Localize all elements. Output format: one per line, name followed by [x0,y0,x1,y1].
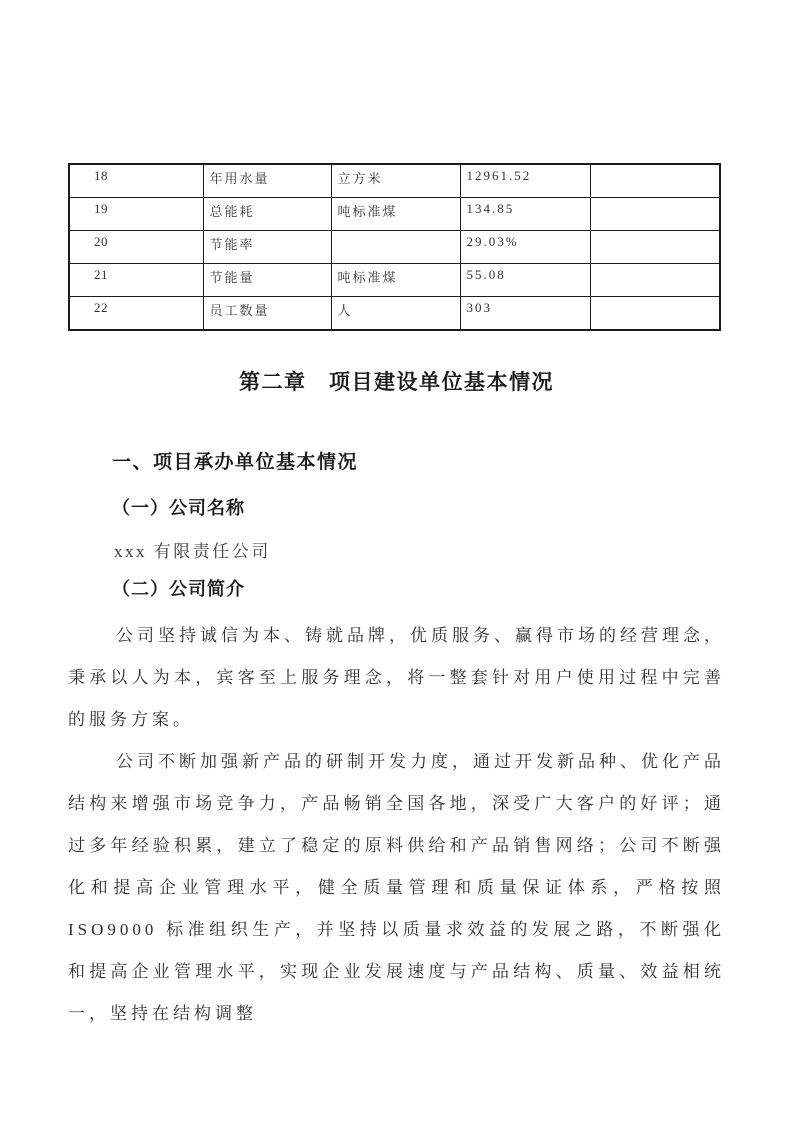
cell-unit: 吨标准煤 [331,198,460,231]
cell-unit: 人 [331,297,460,331]
cell-unit [331,231,460,264]
cell-unit: 立方米 [331,164,460,198]
cell-note [590,198,720,231]
table-row [69,164,720,198]
subsection-heading-company-intro: （二）公司简介 [112,579,245,599]
cell-item: 员工数量 [203,297,331,331]
table-row [69,297,720,331]
cell-row-number: 19 [69,198,203,231]
cell-note [590,297,720,331]
cell-row-number: 18 [69,164,203,198]
cell-row-number: 22 [69,297,203,331]
cell-item: 节能量 [203,264,331,297]
cell-unit: 吨标准煤 [331,264,460,297]
cell-note [590,164,720,198]
subsection-heading-company-name: （一）公司名称 [112,498,245,518]
cell-value: 134.85 [460,198,590,231]
cell-item: 总能耗 [203,198,331,231]
cell-item: 年用水量 [203,164,331,198]
table-row [69,198,720,231]
company-intro [68,615,725,1035]
section-title: 一、项目承办单位基本情况 [112,452,359,473]
company-intro-paragraph-1: 公司坚持诚信为本、铸就品牌，优质服务、赢得市场的经营理念，秉承以人为本，宾客至上服务理念，将一整套针对用户使用过程中完善的服务方案。 [68,626,725,729]
cell-item: 节能率 [203,231,331,264]
cell-value: 29.03% [460,231,590,264]
chapter-title: 第二章 项目建设单位基本情况 [239,371,554,394]
table-row [69,264,720,297]
table-row [69,231,720,264]
cell-value: 55.08 [460,264,590,297]
summary-table [68,163,721,331]
cell-row-number: 21 [69,264,203,297]
company-intro-paragraph-2: 公司不断加强新产品的研制开发力度，通过开发新品种、优化产品结构来增强市场竞争力，产品畅销全国各地，深受广大客户的好评；通过多年经验积累，建立了稳定的原料供给和产品销售网络；公司不断强化和提高企业管理水平，健全质量管理和质量保证体系，严格按照 ISO9000 标准组织生产，并坚持以质量求效益的发展之路，不断强化和提高企业管理水平，实现企业发展速度与产品结构、质量、效益相统一，坚持在结构调整 [68,752,725,1023]
cell-value: 303 [460,297,590,331]
cell-note [590,264,720,297]
cell-row-number: 20 [69,231,203,264]
cell-value: 12961.52 [460,164,590,198]
cell-note [590,231,720,264]
company-name: xxx 有限责任公司 [114,542,271,561]
